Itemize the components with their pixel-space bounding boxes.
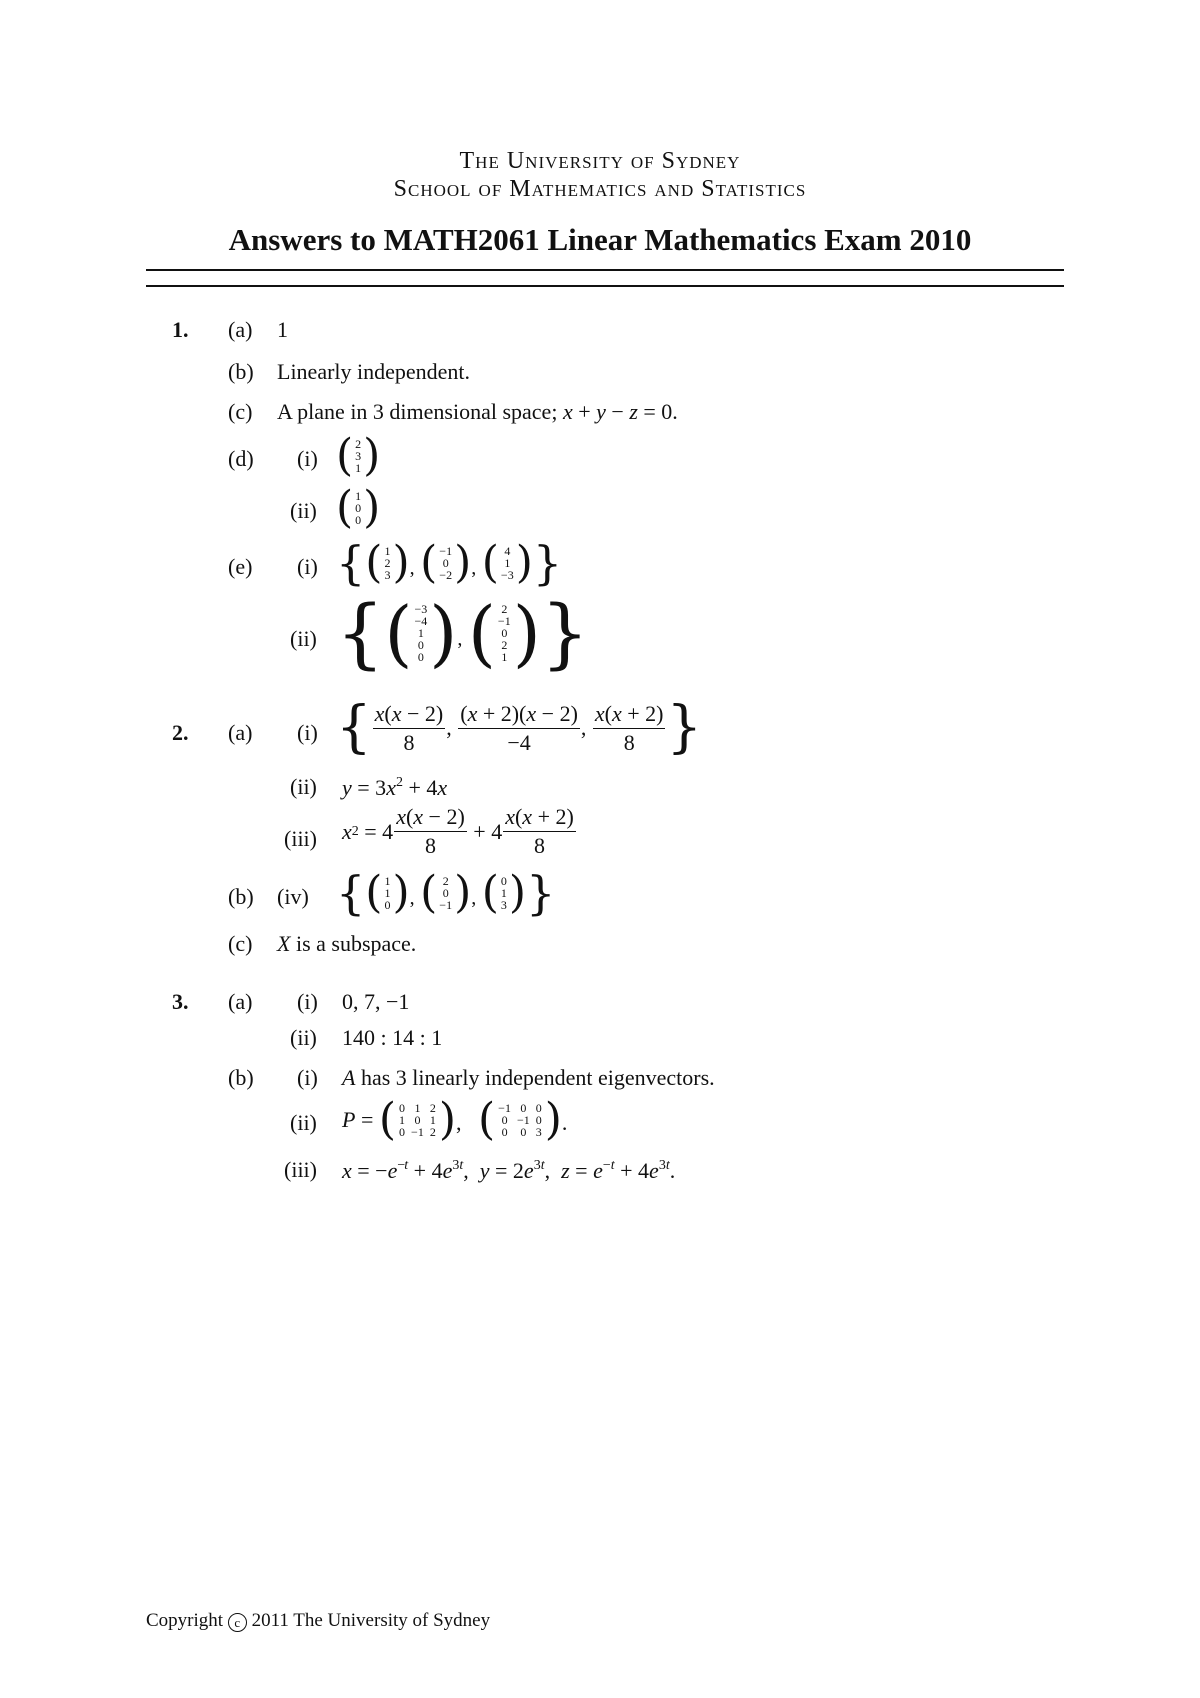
q2a-label: (a) bbox=[228, 720, 253, 745]
q3a-ii-label: (ii) bbox=[290, 1025, 317, 1050]
q2a-i-basis: { $\frac{x(x - 2)}{8}$ , $\frac{(x + 2)(x - 2)}{-4}$ , $\frac{x(x + 2)}{8}$ } bbox=[336, 695, 703, 760]
q3b-iii-label: (iii) bbox=[284, 1157, 317, 1182]
copyright-footer: Copyright c 2011 The University of Sydney bbox=[146, 1610, 491, 1631]
q2a-iii-answer: x 2 = 4 $\frac{x(x - 2)}{8}$ + 4 $\frac{x(x + 2)}{8}$ bbox=[342, 804, 574, 858]
q1b-answer: Linearly independent. bbox=[277, 359, 471, 384]
university-name: The University of Sydney bbox=[459, 148, 741, 174]
q1a-answer: 1 bbox=[277, 317, 288, 342]
q2c-answer: X is a subspace. bbox=[277, 931, 417, 956]
q1c-answer: A plane in 3 dimensional space; x + y − z = 0. bbox=[277, 399, 678, 424]
q1c-equation: x bbox=[562, 399, 573, 424]
title-rule-top bbox=[146, 269, 1064, 271]
q1d-i-label: (i) bbox=[297, 446, 318, 471]
q3b-ii-answer: P = ( 0 1 2 1 0 1 0 −1 2 ) , ( −1 0 0 0 −1 0 0 0 3 ) . bbox=[342, 1094, 568, 1145]
title-rule-bottom bbox=[146, 285, 1064, 287]
q3a-i-label: (i) bbox=[297, 989, 318, 1014]
q1b-label: (b) bbox=[228, 359, 254, 384]
q2b-label: (b) bbox=[228, 884, 254, 909]
q3b-iii-answer: $x = -e^{-t} + 4e^{3t}$, $y = 2e^{3t}$, $z = e^{-t} + 4e^{3t}$. bbox=[342, 1158, 676, 1183]
q2a-ii-label: (ii) bbox=[290, 774, 317, 799]
q3-number: 3. bbox=[172, 989, 189, 1014]
q1e-ii-label: (ii) bbox=[290, 626, 317, 651]
q3b-ii-label: (ii) bbox=[290, 1110, 317, 1135]
q1e-i-set: { ( 1 2 3 ) , ( −1 0 −2 ) , ( 4 1 −3 ) } bbox=[336, 536, 563, 590]
school-name: School of Mathematics and Statistics bbox=[393, 176, 807, 202]
q1a-label: (a) bbox=[228, 317, 253, 342]
q2b-iv-set: { ( 1 1 0 ) , ( 2 0 −1 ) , ( 0 1 3 ) } bbox=[336, 866, 556, 920]
q2c-label: (c) bbox=[228, 931, 253, 956]
q1d-label: (d) bbox=[228, 446, 254, 471]
q2b-iv-label: (iv) bbox=[277, 884, 309, 909]
q3a-ii-answer: 140 : 14 : 1 bbox=[342, 1025, 443, 1050]
q2a-ii-answer: $y = 3x^2 + 4x$ bbox=[342, 775, 448, 800]
q1c-label: (c) bbox=[228, 399, 253, 424]
q1d-ii-vector: ( 1 0 0 ) bbox=[336, 482, 381, 533]
page-title: Answers to MATH2061 Linear Mathematics Exam 2010 bbox=[228, 222, 972, 257]
q3a-label: (a) bbox=[228, 989, 253, 1014]
q3b-i-answer: A has 3 linearly independent eigenvectors. bbox=[342, 1065, 715, 1090]
q1e-i-label: (i) bbox=[297, 554, 318, 579]
q2a-i-label: (i) bbox=[297, 720, 318, 745]
q2a-iii-label: (iii) bbox=[284, 826, 317, 851]
q3a-i-answer: 0, 7, −1 bbox=[342, 989, 410, 1014]
q2-number: 2. bbox=[172, 720, 189, 745]
q3b-i-label: (i) bbox=[297, 1065, 318, 1090]
q1-number: 1. bbox=[172, 317, 189, 342]
q1c-text: A plane in 3 dimensional space; bbox=[277, 399, 558, 424]
q1e-ii-set: { ( −3 −4 1 0 0 ) , ( 2 −1 0 2 1 ) } bbox=[336, 588, 590, 677]
q1e-label: (e) bbox=[228, 554, 253, 579]
q1d-ii-label: (ii) bbox=[290, 498, 317, 523]
q1d-i-vector: ( 2 3 1 ) bbox=[336, 430, 381, 481]
copyright-icon: c bbox=[228, 1613, 247, 1632]
q3b-label: (b) bbox=[228, 1065, 254, 1090]
